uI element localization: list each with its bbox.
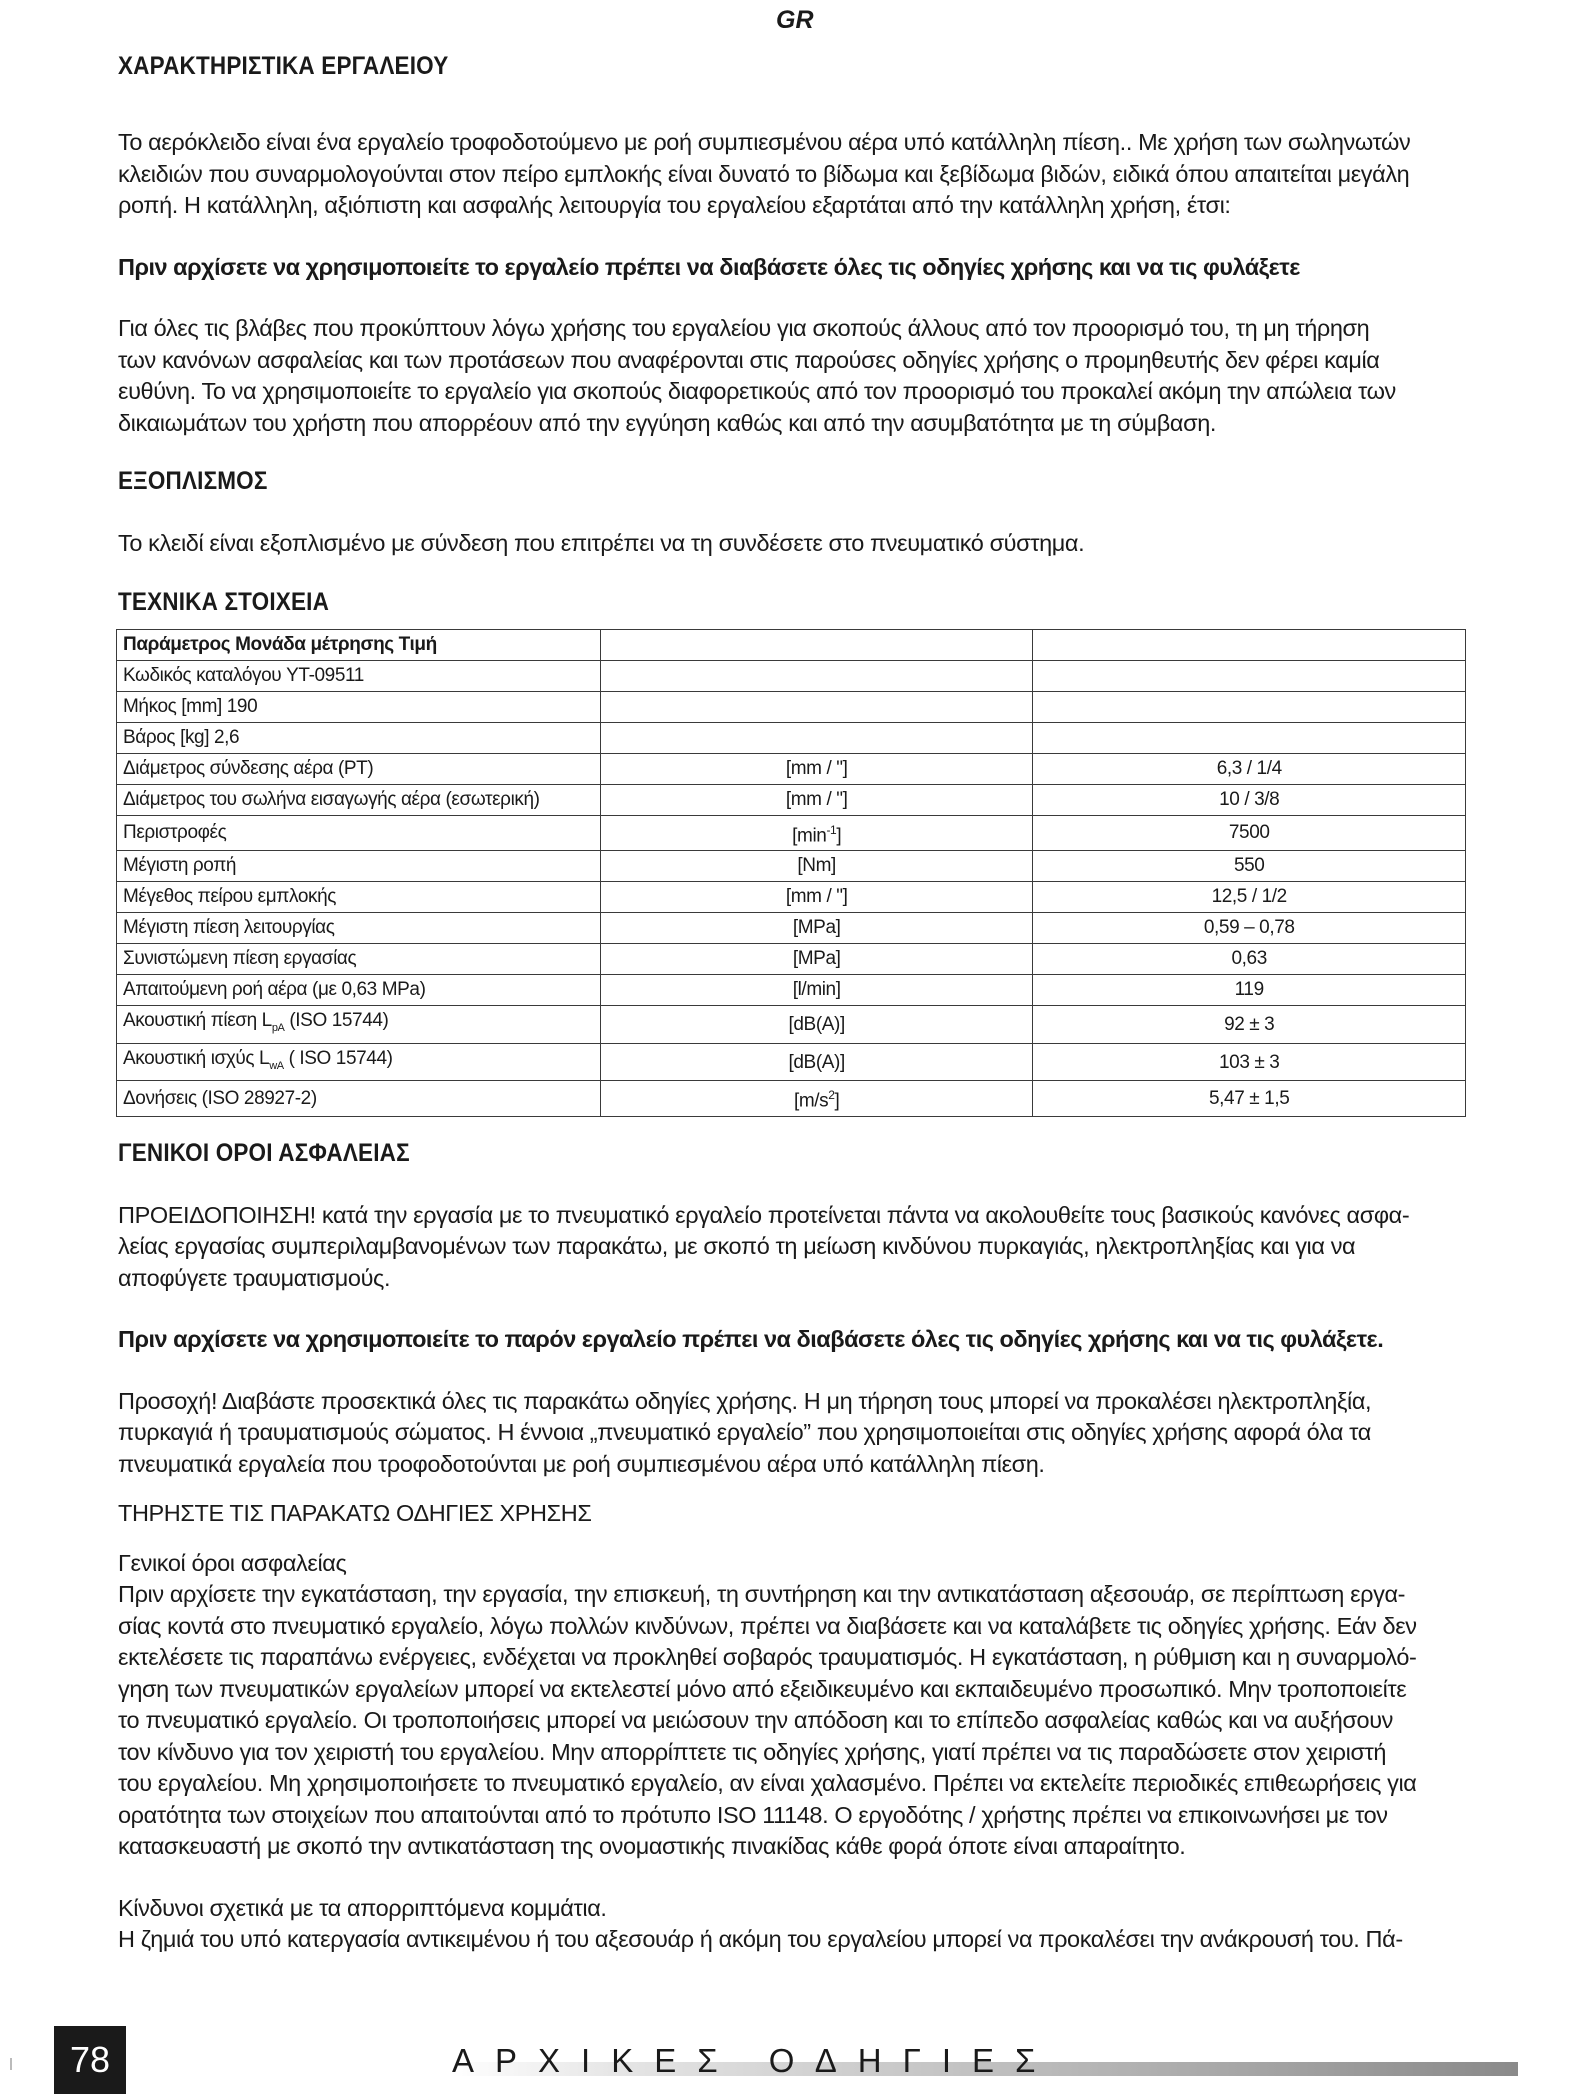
table-cell-unit: $[\min^{-1}]$ [600, 815, 1033, 850]
read-instructions-notice-2: Πριν αρχίσετε να χρησιμοποιείτε το παρόν εργαλείο πρέπει να διαβάσετε όλες τις οδηγίες χρήσης και να τις φυλάξετε. [118, 1326, 1384, 1353]
table-cell-param: Μήκος [mm] 190 [117, 691, 601, 722]
table-cell-param: Απαιτούμενη ροή αέρα (με 0,63 MPa) [117, 974, 601, 1005]
ejected-parts-text: Η ζημιά του υπό κατεργασία αντικειμένου ή του αξεσουάρ ή ακόμη του εργαλείου μπορεί να προκαλέσει την ανάκρουσή του. Πά- [118, 1926, 1403, 1953]
table-cell-param: Ακουστική πίεση $L_{pA}$ (ISO 15744) [117, 1005, 601, 1043]
table-cell-value: 119 [1033, 974, 1466, 1005]
table-row [117, 1043, 1466, 1081]
text-line: κλειδιών που συναρμολογούνται στον πείρο εμπλοκής είναι δυνατό το βίδωμα και ξεβίδωμα βιδών, ειδικά όπου απαιτείται μεγάλη [118, 160, 1410, 187]
table-row [117, 881, 1466, 912]
table-cell-value: 92 ± 3 [1033, 1005, 1466, 1043]
text-line: ευθύνη. Το να χρησιμοποιείτε το εργαλείο για σκοπούς διαφορετικούς από τον προορισμό του προκαλεί ακόμη την απώλεια των [118, 378, 1396, 404]
table-cell-unit: $[m/s^2]$ [600, 1081, 1033, 1116]
table-row [117, 660, 1466, 691]
text-line: δικαιωμάτων του χρήστη που απορρέουν από την εγγύηση καθώς και από την ασυμβατότητα με τη σύμβαση. [118, 409, 1216, 436]
text-line: του εργαλείου. Μη χρησιμοποιήσετε το πνευματικό εργαλείο, αν είναι χαλασμένο. Πρέπει να εκτελείτε περιοδικές επιθεωρήσεις για [118, 1770, 1417, 1797]
table-cell-param: Συνιστώμενη πίεση εργασίας [117, 943, 601, 974]
table-cell-empty [600, 660, 1033, 691]
table-cell-unit: [dB(A)] [600, 1005, 1033, 1043]
table-cell-param: Περιστροφές [117, 815, 601, 850]
features-paragraph-1 [118, 127, 1464, 222]
table-cell-value: 7500 [1033, 815, 1466, 850]
equipment-text: Το κλειδί είναι εξοπλισμένο με σύνδεση που επιτρέπει να τη συνδέσετε στο πνευματικό σύστημα. [118, 530, 1085, 556]
text-line: τον κίνδυνο για τον χειριστή του εργαλείου. Μην απορρίπτετε τις οδηγίες χρήσης, γιατί πρέπει να τις παραδώσετε στον χειριστή [118, 1738, 1387, 1765]
table-cell-empty [1033, 722, 1466, 753]
observe-instructions-line: ΤΗΡΗΣΤΕ ΤΙΣ ΠΑΡΑΚΑΤΩ ΟΔΗΓΙΕΣ ΧΡΗΣΗΣ [118, 1500, 592, 1527]
heading-equipment: ΕΞΟΠΛΙΣΜΟΣ [118, 467, 268, 495]
text-line: Για όλες τις βλάβες που προκύπτουν λόγω χρήσης του εργαλείου για σκοπούς άλλους από τον προορισμό του, τη μη τήρηση [118, 315, 1370, 341]
table-header-cell: Παράμετρος Μονάδα μέτρησης Τιμή [117, 629, 601, 660]
text-line: γηση των πνευματικών εργαλείων μπορεί να εκτελεστεί μόνο από εξειδικευμένο και εκπαιδευμένο προσωπικό. Μην τροποποιείτε [118, 1675, 1407, 1702]
table-cell-value: 10 / 3/8 [1033, 784, 1466, 815]
text-line: πυρκαγιά ή τραυματισμούς σώματος. Η έννοια „πνευματικό εργαλείο” που χρησιμοποιείται στις οδηγίες χρήσης αφορά όλα τα [118, 1419, 1371, 1446]
table-cell-value: 0,63 [1033, 943, 1466, 974]
table-cell-value: 6,3 / 1/4 [1033, 753, 1466, 784]
table-cell-param: Κωδικός καταλόγου YT-09511 [117, 660, 601, 691]
table-cell-param: Διάμετρος σύνδεσης αέρα (PT) [117, 753, 601, 784]
attention-paragraph [118, 1386, 1464, 1481]
edge-tick-mark [10, 2058, 12, 2070]
table-cell-empty [600, 722, 1033, 753]
text-line: ορατότητα των στοιχείων που απαιτούνται από το πρότυπο ISO 11148. Ο εργοδότης / χρήστης πρέπει να επικοινωνήσει με τον [118, 1801, 1388, 1828]
table-cell-value: 12,5 / 1/2 [1033, 881, 1466, 912]
table-cell-unit: [dB(A)] [600, 1043, 1033, 1081]
table-cell-empty [1033, 691, 1466, 722]
text-line: κατασκευαστή με σκοπό την αντικατάσταση της ονομαστικής πινακίδας κάθε φορά όποτε είναι απαραίτητο. [118, 1833, 1186, 1860]
read-instructions-notice: Πριν αρχίσετε να χρησιμοποιείτε το εργαλείο πρέπει να διαβάσετε όλες τις οδηγίες χρήσης και να τις φυλάξετε [118, 253, 1300, 280]
table-cell-param: Μέγεθος πείρου εμπλοκής [117, 881, 601, 912]
table-row [117, 753, 1466, 784]
table-row [117, 1005, 1466, 1043]
text-line: λείας εργασίας συμπεριλαμβανομένων των παρακάτω, με σκοπό τη μείωση κινδύνου πυρκαγιάς, ηλεκτροπληξίας και για να [118, 1233, 1356, 1260]
table-cell-param: Ακουστική ισχύς $L_{wA}$ ( ISO 15744) [117, 1043, 601, 1081]
table-cell-param: Μέγιστη ροπή [117, 850, 601, 881]
text-line: Πριν αρχίσετε την εγκατάσταση, την εργασία, την επισκευή, τη συντήρηση και την αντικατάσταση αξεσουάρ, σε περίπτωση εργα- [118, 1581, 1406, 1608]
table-cell-value: 5,47 ± 1,5 [1033, 1081, 1466, 1116]
table-header-row [117, 629, 1466, 660]
table-row [117, 974, 1466, 1005]
table-cell-empty [600, 691, 1033, 722]
general-safety-paragraph [118, 1579, 1464, 1863]
table-row [117, 943, 1466, 974]
general-safety-subtitle: Γενικοί όροι ασφαλείας [118, 1549, 347, 1576]
table-row [117, 722, 1466, 753]
table-cell-value: 0,59 – 0,78 [1033, 912, 1466, 943]
page-number: 78 [54, 2026, 126, 2094]
table-cell-param: Μέγιστη πίεση λειτουργίας [117, 912, 601, 943]
table-cell-empty [1033, 629, 1466, 660]
table-cell-unit: [MPa] [600, 943, 1033, 974]
table-row [117, 815, 1466, 850]
safety-warning-paragraph [118, 1200, 1464, 1295]
heading-tool-features: ΧΑΡΑΚΤΗΡΙΣΤΙΚΑ ΕΡΓΑΛΕΙΟΥ [118, 52, 449, 80]
table-cell-value: 103 ± 3 [1033, 1043, 1466, 1081]
table-row [117, 1081, 1466, 1116]
table-row [117, 912, 1466, 943]
table-cell-value: 550 [1033, 850, 1466, 881]
table-cell-unit: [mm / "] [600, 753, 1033, 784]
text-line: Προσοχή! Διαβάστε προσεκτικά όλες τις παρακάτω οδηγίες χρήσης. Η μη τήρηση τους μπορεί να προκαλέσει ηλεκτροπληξία, [118, 1387, 1372, 1414]
language-tag: GR [776, 6, 814, 34]
text-line: ροπή. Η κατάλληλη, αξιόπιστη και ασφαλής λειτουργία του εργαλείου εξαρτάται από την κατάλληλη χρήση, έτσι: [118, 192, 1231, 218]
table-row [117, 691, 1466, 722]
text-line: ΠΡΟΕΙΔΟΠΟΙΗΣΗ! κατά την εργασία με το πνευματικό εργαλείο προτείνεται πάντα να ακολουθείτε τους βασικούς κανόνες ασφα- [118, 1201, 1410, 1228]
footer-title: ΑΡΧΙΚΕΣ ΟΔΗΓΙΕΣ [452, 2042, 1057, 2079]
table-cell-empty [1033, 660, 1466, 691]
text-line: των κανόνων ασφαλείας και των προτάσεων που αναφέρονται στις παρούσες οδηγίες χρήσης ο προμηθευτής δεν φέρει καμία [118, 346, 1380, 373]
technical-data-table [116, 629, 1466, 1117]
table-cell-param: Βάρος [kg] 2,6 [117, 722, 601, 753]
text-line: το πνευματικό εργαλείο. Οι τροποποιήσεις μπορεί να μειώσουν την απόδοση και το επίπεδο ασφαλείας καθώς και να αυξήσουν [118, 1707, 1394, 1734]
table-row [117, 850, 1466, 881]
heading-technical-data: ΤΕΧΝΙΚΑ ΣΤΟΙΧΕΙΑ [118, 587, 330, 616]
text-line: σίας κοντά στο πνευματικό εργαλείο, λόγω πολλών κινδύνων, πρέπει να διαβάσετε και να καταλάβετε τις οδηγίες χρήσης. Εάν δεν [118, 1612, 1417, 1639]
table-cell-unit: [mm / "] [600, 881, 1033, 912]
text-line: αποφύγετε τραυματισμούς. [118, 1264, 391, 1291]
table-cell-param: Δονήσεις (ISO 28927-2) [117, 1081, 601, 1116]
table-cell-unit: [MPa] [600, 912, 1033, 943]
features-paragraph-2 [118, 313, 1464, 439]
heading-general-safety: ΓΕΝΙΚΟΙ ΟΡΟΙ ΑΣΦΑΛΕΙΑΣ [118, 1138, 410, 1167]
text-line: εκτελέσετε τις παραπάνω ενέργειες, ενδέχεται να προκληθεί σοβαρός τραυματισμός. Η εγκατάσταση, η ρύθμιση και η συναρμολό- [118, 1644, 1417, 1671]
table-cell-param: Διάμετρος του σωλήνα εισαγωγής αέρα (εσωτερική) [117, 784, 601, 815]
text-line: πνευματικά εργαλεία που τροφοδοτούνται με ροή συμπιεσμένου αέρα υπό κατάλληλη πίεση. [118, 1450, 1045, 1477]
ejected-parts-subtitle: Κίνδυνοι σχετικά με τα απορριπτόμενα κομμάτια. [118, 1894, 607, 1921]
text-line: Το αερόκλειδο είναι ένα εργαλείο τροφοδοτούμενο με ροή συμπιεσμένου αέρα υπό κατάλληλη πίεση.. Με χρήση των σωληνωτών [118, 129, 1411, 155]
table-cell-unit: [mm / "] [600, 784, 1033, 815]
table-cell-empty [600, 629, 1033, 660]
page-content [118, 52, 1464, 1956]
table-row [117, 784, 1466, 815]
table-cell-unit: [Nm] [600, 850, 1033, 881]
table-cell-unit: [l/min] [600, 974, 1033, 1005]
